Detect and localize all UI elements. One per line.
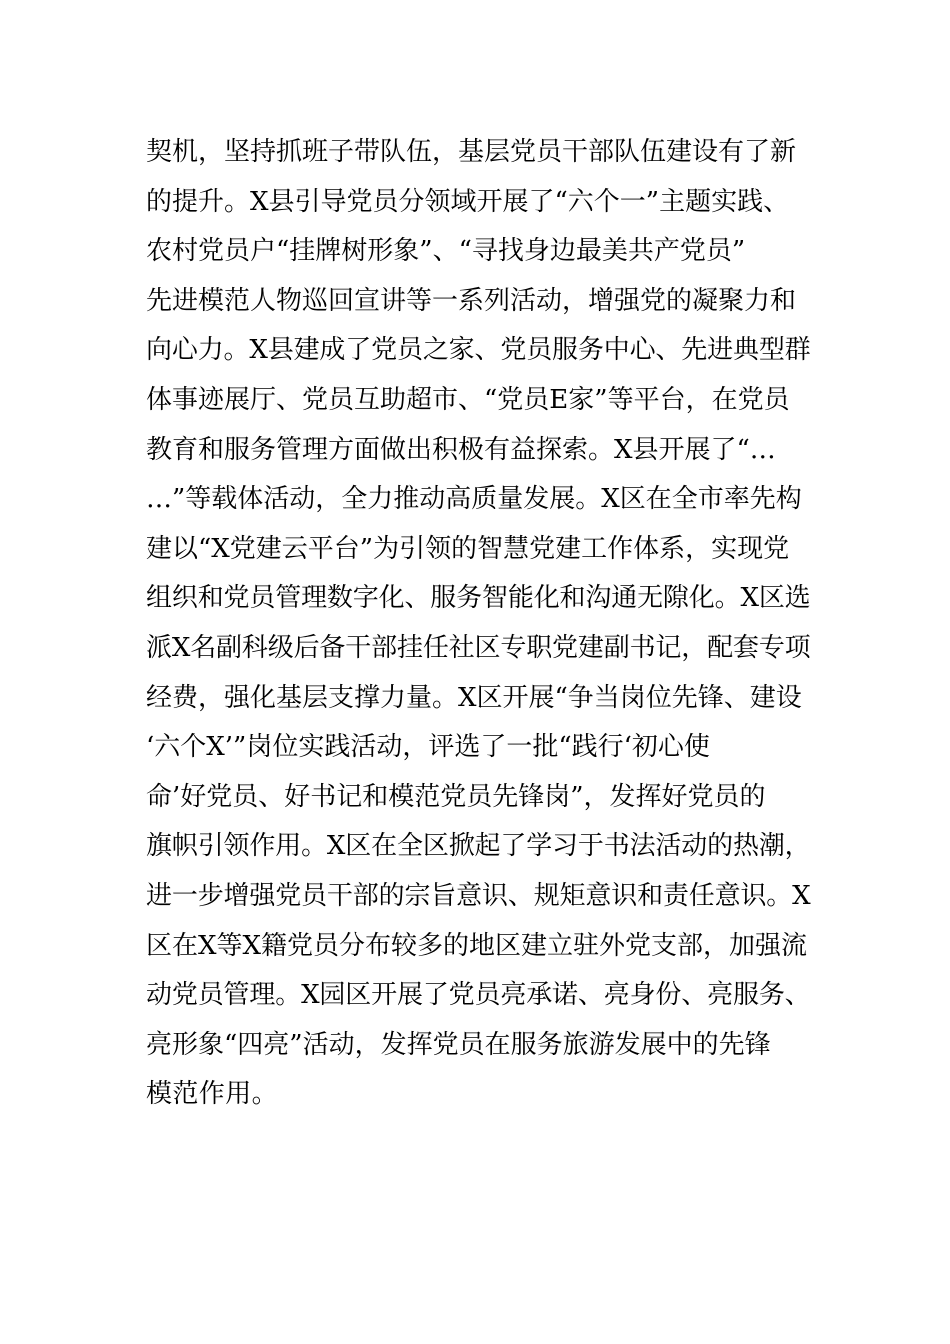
text-line: 经费，强化基层支撑力量。X区开展“争当岗位先锋、建设 xyxy=(146,682,802,713)
text-line: 建以“X党建云平台”为引领的智慧党建工作体系，实现党 xyxy=(146,533,790,564)
text-line: 向心力。X县建成了党员之家、党员服务中心、先进典型群 xyxy=(146,335,811,366)
text-line: 农村党员户“挂牌树形象”、“寻找身边最美共产党员” xyxy=(146,236,746,267)
text-line: 教育和服务管理方面做出积极有益探索。X县开展了“… xyxy=(146,434,776,465)
text-line: 命’好党员、好书记和模范党员先锋岗”，发挥好党员的 xyxy=(146,781,766,812)
text-line: ‘六个X’”岗位实践活动，评选了一批“践行‘初心使 xyxy=(146,732,710,763)
text-line: 区在X等X籍党员分布较多的地区建立驻外党支部，加强流 xyxy=(146,930,808,961)
text-line: 动党员管理。X园区开展了党员亮承诺、亮身份、亮服务、 xyxy=(146,980,811,1011)
text-line: 先进模范人物巡回宣讲等一系列活动，增强党的凝聚力和 xyxy=(146,285,797,316)
text-line: 进一步增强党员干部的宗旨意识、规矩意识和责任意识。X xyxy=(146,880,811,911)
text-line: 组织和党员管理数字化、服务智能化和沟通无隙化。X区选 xyxy=(146,583,811,614)
text-line: 旗帜引领作用。X区在全区掀起了学习于书法活动的热潮， xyxy=(146,831,811,862)
text-line: 契机，坚持抓班子带队伍，基层党员干部队伍建设有了新 xyxy=(146,137,797,167)
text-line: 模范作用。 xyxy=(146,1079,279,1110)
text-line: 的提升。X县引导党员分领域开展了“六个一”主题实践、 xyxy=(146,186,790,217)
text-line: 亮形象“四亮”活动，发挥党员在服务旅游发展中的先锋 xyxy=(146,1029,771,1060)
text-line: …”等载体活动，全力推动高质量发展。X区在全市率先构 xyxy=(146,484,802,515)
text-line: 体事迹展厅、党员互助超市、“党员E家”等平台，在党员 xyxy=(146,384,790,415)
text-line: 派X名副科级后备干部挂任社区专职党建副书记，配套专项 xyxy=(146,632,811,663)
body-paragraph xyxy=(146,128,811,1120)
